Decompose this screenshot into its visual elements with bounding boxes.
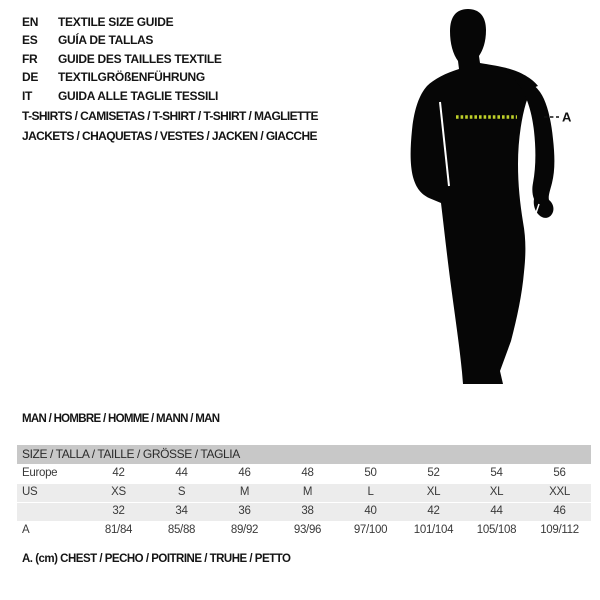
size-cell: 85/88 (167, 524, 196, 536)
size-cell: 44 (175, 467, 188, 479)
man-silhouette-figure (395, 0, 600, 400)
row-label: Europe (22, 467, 58, 479)
language-list (22, 13, 222, 105)
language-code: DE (22, 70, 39, 85)
size-cell: 52 (427, 467, 440, 479)
table-row-us (17, 483, 591, 502)
size-cell: 48 (301, 467, 314, 479)
language-code: FR (22, 51, 38, 66)
size-cell: 97/100 (353, 524, 388, 536)
size-cell: S (177, 486, 186, 498)
size-cell: 42 (427, 505, 440, 517)
size-cell: 81/84 (104, 524, 133, 536)
measure-label-a: A (562, 109, 572, 125)
language-row-en (22, 13, 222, 31)
row-label (17, 502, 87, 521)
language-row-es (22, 31, 222, 49)
language-row-de (22, 68, 222, 86)
language-label: TEXTILE SIZE GUIDE (58, 15, 174, 29)
table-row-chest-a (17, 521, 591, 540)
measurement-footnote: A. (cm) CHEST / PECHO / POITRINE / TRUHE / PETTO (22, 553, 291, 565)
language-code: EN (22, 15, 39, 29)
size-cell: XXL (549, 486, 570, 498)
size-cell: 56 (553, 467, 566, 479)
table-row-numeric (17, 502, 591, 521)
language-row-fr (22, 50, 222, 68)
size-cell: 32 (112, 505, 125, 517)
size-cell: 50 (364, 467, 377, 479)
man-silhouette (411, 9, 538, 384)
size-cell: XS (111, 486, 126, 498)
language-label: GUIDE DES TAILLES TEXTILE (58, 51, 222, 66)
size-cell: 93/96 (293, 524, 322, 536)
size-cell: 40 (364, 505, 377, 517)
category-jackets: JACKETS / CHAQUETAS / VESTES / JACKEN / GIACCHE (22, 128, 317, 143)
size-cell: M (239, 486, 250, 498)
size-cell: 44 (490, 505, 503, 517)
language-label: GUIDA ALLE TAGLIE TESSILI (58, 88, 219, 103)
table-header: SIZE / TALLA / TAILLE / GRÖSSE / TAGLIA (17, 445, 591, 464)
size-cell: 46 (553, 505, 566, 517)
row-label: US (22, 486, 38, 498)
size-cell: 36 (238, 505, 251, 517)
size-cell: 89/92 (230, 524, 259, 536)
size-cell: L (367, 486, 374, 498)
language-code: IT (22, 88, 33, 103)
category-tshirts: T-SHIRTS / CAMISETAS / T-SHIRT / T-SHIRT / MAGLIETTE (22, 109, 318, 123)
size-cell: 38 (301, 505, 314, 517)
language-label: GUÍA DE TALLAS (58, 33, 154, 48)
size-cell: 46 (238, 467, 251, 479)
language-label: TEXTILGRÖßENFÜHRUNG (58, 70, 205, 85)
size-table (17, 445, 591, 540)
size-cell: 101/104 (413, 524, 454, 536)
section-title: MAN / HOMBRE / HOMME / MANN / MAN (22, 413, 220, 425)
size-cell: 34 (175, 505, 188, 517)
language-row-it (22, 87, 222, 105)
language-code: ES (22, 33, 38, 48)
size-cell: 109/112 (540, 524, 579, 536)
size-cell: M (302, 486, 313, 498)
garment-categories (22, 107, 318, 146)
size-cell: 42 (112, 467, 125, 479)
row-label: A (22, 524, 30, 536)
size-cell: XL (426, 486, 441, 498)
size-cell: XL (489, 486, 504, 498)
table-row-europe (17, 464, 591, 483)
size-cell: 105/108 (476, 524, 517, 536)
size-cell: 54 (490, 467, 503, 479)
